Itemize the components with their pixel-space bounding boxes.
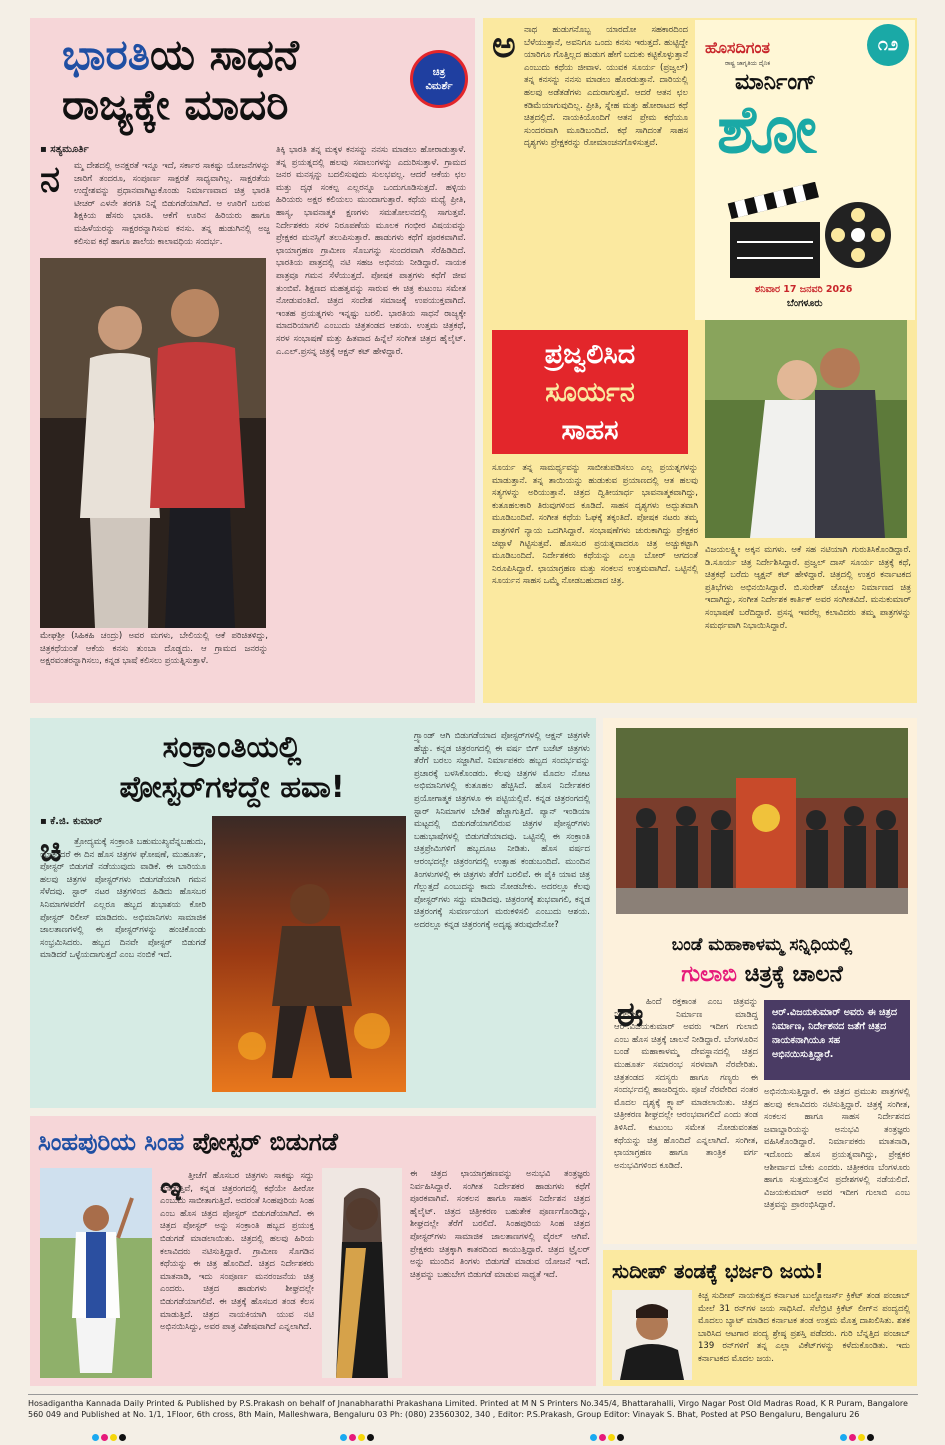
supplement-subtitle: ಮಾರ್ನಿಂಗ್ [735,70,817,95]
dropcap: ಇ [160,1169,183,1209]
article3-intro: ತ್ರೋದ್ಯಮಕ್ಕೆ ಸಂಕ್ರಾಂತಿ ಬಹುಮುಖ್ಯವೆನ್ನಬಹುದು, ಯಾಕೆಂದರೆ ಈ ದಿನ ಹೊಸ ಚಿತ್ರಗಳ ಘೋಷಣೆ, ಮುಹೂರ್ತ, ಪೋಸ್ಟರ್ ಬಿಡುಗಡೆ ನಡೆಯುವುದು ವಾಡಿಕೆ. ಈ ಬಾರಿಯೂ ಹಲವು ಚಿತ್ರಗಳ ಪೋಸ್ಟರ್‌ಗಳು ಬಿಡುಗಡೆಯಾಗಿ ಗಮನ ಸೆಳೆದವು. ಸ್ಟಾರ್ ನಟರ ಚಿತ್ರಗಳಿಂದ ಹಿಡಿದು ಹೊಸಬರ ಸಿನಿಮಾಗಳವರೆಗೆ ಎಲ್ಲರೂ ಹಬ್ಬದ ಶುಭಾಶಯ ಕೋರಿ ಪೋಸ್ಟರ್ ರಿಲೀಸ್ ಮಾಡಿದರು. ಅಭಿಮಾನಿಗಳು ಸಾಮಾಜಿಕ ಜಾಲತಾಣಗಳಲ್ಲಿ ಈ ಪೋಸ್ಟರ್‌ಗಳನ್ನು ಹಂಚಿಕೊಂಡು ಸಂಭ್ರಮಿಸಿದರು. ಹಬ್ಬದ ದಿನವೇ ಪೋಸ್ಟರ್ ಬಿಡುಗಡೆ ಮಾಡಿದರೆ ಒಳ್ಳೆಯದಾಗುತ್ತದೆ ಎಂಬ ನಂಬಿಕೆ ಇದೆ. [40,837,206,961]
dropcap: ನ [40,159,61,200]
dropcap: ಈ [614,995,644,1035]
page-number: ೧೨ [867,24,909,66]
article1-photo [40,258,266,628]
footer-divider [28,1394,918,1395]
registration-marks-left [92,1426,128,1445]
headline-highlight: ಭಾರತಿ [62,30,150,79]
article4-photo [616,728,908,914]
supplement-title: ಶೋ [717,91,817,168]
article4-body-continued: ಅಭಿನಯಿಸುತ್ತಿದ್ದಾರೆ. ಈ ಚಿತ್ರದ ಪ್ರಮುಖ ಪಾತ್ರಗಳಲ್ಲಿ ಹಲವು ಕಲಾವಿದರು ನಟಿಸುತ್ತಿದ್ದಾರೆ. ಚಿತ್ರಕ್ಕೆ ಸಂಗೀತ, ಸಂಕಲನ ಹಾಗೂ ಸಾಹಸ ನಿರ್ದೇಶನದ ಜವಾಬ್ದಾರಿಯನ್ನು ಅನುಭವಿ ತಂತ್ರಜ್ಞರು ವಹಿಸಿಕೊಂಡಿದ್ದಾರೆ. ನಿರ್ಮಾಪಕರು ಮಾತನಾಡಿ, ಇದೊಂದು ಹೊಸ ಪ್ರಯತ್ನವಾಗಿದ್ದು, ಪ್ರೇಕ್ಷಕರ ಆಶೀರ್ವಾದ ಬೇಕು ಎಂದರು. ಚಿತ್ರೀಕರಣ ಬೆಂಗಳೂರು ಹಾಗೂ ಸುತ್ತಮುತ್ತಲಿನ ಪ್ರದೇಶಗಳಲ್ಲಿ ನಡೆಯಲಿದೆ. ವಿಜಯಕುಮಾರ್ ಅವರ ಇದೀಗ ಗುಲಾಬಿ ಎಂಬ ಚಿತ್ರವನ್ನು ಪ್ರಾರಂಭಿಸಿದ್ದಾರೆ. [764,1087,910,1211]
article3-poster [212,816,406,1092]
article1-body: ತಿಕ್ಕಿ ಭಾರತಿ ತನ್ನ ಮಕ್ಕಳ ಕನಸನ್ನು ನನಸು ಮಾಡಲು ಹೋರಾಡುತ್ತಾಳೆ. ತನ್ನ ಪ್ರಯತ್ನದಲ್ಲಿ ಹಲವು ಸವಾಲುಗಳನ್ನು ಎದುರಿಸುತ್ತಾಳೆ. ಗ್ರಾಮದ ಜನರ ಮನಸ್ಸನ್ನು ಬದಲಿಸುವುದು ಸುಲಭವಲ್ಲ. ಆದರೆ ಆಕೆಯ ಛಲ ಮತ್ತು ದೃಢ ಸಂಕಲ್ಪ ಎಲ್ಲರನ್ನೂ ಒಂದುಗೂಡಿಸುತ್ತದೆ. ಹಳ್ಳಿಯ ಹಿರಿಯರು ಅಕ್ಷರ ಕಲಿಯಲು ಮುಂದಾಗುತ್ತಾರೆ. ಕಥೆಯ ಮಧ್ಯೆ ಪ್ರೀತಿ, ಹಾಸ್ಯ, ಭಾವನಾತ್ಮಕ ಕ್ಷಣಗಳು ಸಮತೋಲನದಲ್ಲಿ ಸಾಗುತ್ತವೆ. ನಿರ್ದೇಶಕರು ಸರಳ ನಿರೂಪಣೆಯ ಮೂಲಕ ಗಂಭೀರ ವಿಷಯವನ್ನು ಪ್ರೇಕ್ಷಕರ ಮನಸ್ಸಿಗೆ ತಲುಪಿಸುತ್ತಾರೆ. ಹಾಡುಗಳು ಕಥೆಗೆ ಪೂರಕವಾಗಿವೆ. ಛಾಯಾಗ್ರಹಣ ಗ್ರಾಮೀಣ ಸೊಬಗನ್ನು ಸುಂದರವಾಗಿ ಸೆರೆಹಿಡಿದಿದೆ. ಭಾರತಿಯ ಪಾತ್ರದಲ್ಲಿ ನಟಿ ಸಹಜ ಅಭಿನಯ ನೀಡಿದ್ದಾರೆ. ನಾಯಕ ಪಾತ್ರವೂ ಗಮನ ಸೆಳೆಯುತ್ತದೆ. ಪೋಷಕ ಪಾತ್ರಗಳು ಕಥೆಗೆ ಜೀವ ತುಂಬಿವೆ. ಶಿಕ್ಷಣದ ಮಹತ್ವವನ್ನು ಸಾರುವ ಈ ಚಿತ್ರ ಕುಟುಂಬ ಸಮೇತ ನೋಡುವಂತಿದೆ. ಚಿತ್ರದ ಸಂದೇಶ ಸಮಾಜಕ್ಕೆ ಉಪಯುಕ್ತವಾಗಿದೆ. ಇಂತಹ ಪ್ರಯತ್ನಗಳು ಇನ್ನಷ್ಟು ಬರಲಿ. ಭಾರತಿಯ ಸಾಧನೆ ರಾಜ್ಯಕ್ಕೇ ಮಾದರಿಯಾಗಲಿ ಎಂಬುದು ಚಿತ್ರತಂಡದ ಆಶಯ. ಉತ್ತಮ ಚಿತ್ರಕಥೆ, ಸರಳ ಸಂಭಾಷಣೆ ಮತ್ತು ಹಿತವಾದ ಹಿನ್ನೆಲೆ ಸಂಗೀತ ಚಿತ್ರದ ಹೈಲೈಟ್. ಎ.ಎಲ್.ಪ್ರಸನ್ನ ಚಿತ್ರಕ್ಕೆ ಆಕ್ಷನ್ ಕಟ್ ಹೇಳಿದ್ದಾರೆ. [276,145,466,357]
issue-city: ಬೆಂಗಳೂರು [787,298,823,309]
review-badge: ಚಿತ್ರ ವಿಮರ್ಶೆ [410,50,468,108]
registration-marks-center-right [590,1426,626,1445]
article1-byline: ▪ ಸತ್ಯಮೂರ್ತಿ [40,144,89,155]
photo-caption: ಮೇಘಶ್ರೀ (ಸಿಹಿಕಹಿ ಚಂದ್ರು) ಅವರ ಮಗಳು, ಬೇಲಿಯಲ್ಲಿ ಆಕೆ ಪರಿಚಿತಳಿದ್ದು, ಚಿತ್ರಕಥೆಯಂತೆ ಆಕೆಯ ಕನಸು ತುಂಬಾ ದೊಡ್ಡದು. ಆ ಗ್ರಾಮದ ಜನರನ್ನು ಅಕ್ಷರವಂತರನ್ನಾಗಿಸಲು, ಕನ್ನಡ ಭಾಷೆ ಕಲಿಸಲು ಪ್ರಯತ್ನಿಸುತ್ತಾಳೆ. [40,631,268,667]
article3-headline: ಸಂಕ್ರಾಂತಿಯಲ್ಲಿ ಪೋಸ್ಟರ್‌ಗಳದ್ದೇ ಹವಾ! [119,730,345,805]
article4-headline: ಬಂಡೆ ಮಹಾಕಾಳಮ್ಮ ಸನ್ನಿಧಿಯಲ್ಲಿ ಗುಲಾಬಿ ಚಿತ್ರಕ್ಕೆ ಚಾಲನೆ [671,935,853,987]
registration-marks-center [340,1426,376,1445]
article5-body-continued: ಈ ಚಿತ್ರದ ಛಾಯಾಗ್ರಹಣವನ್ನು ಅನುಭವಿ ತಂತ್ರಜ್ಞರು ನಿರ್ವಹಿಸಿದ್ದಾರೆ. ಸಂಗೀತ ನಿರ್ದೇಶಕರ ಹಾಡುಗಳು ಕಥೆಗೆ ಪೂರಕವಾಗಿವೆ. ಸಂಕಲನ ಹಾಗೂ ಸಾಹಸ ನಿರ್ದೇಶನ ಚಿತ್ರದ ಹೈಲೈಟ್. ಚಿತ್ರದ ಚಿತ್ರೀಕರಣ ಬಹುತೇಕ ಪೂರ್ಣಗೊಂಡಿದ್ದು, ಶೀಘ್ರದಲ್ಲೇ ತೆರೆಗೆ ಬರಲಿದೆ. ಸಿಂಹಪುರಿಯ ಸಿಂಹ ಚಿತ್ರದ ಪೋಸ್ಟರ್‌ಗಳು ಸಾಮಾಜಿಕ ಜಾಲತಾಣಗಳಲ್ಲಿ ವೈರಲ್ ಆಗಿವೆ. ಪ್ರೇಕ್ಷಕರು ಚಿತ್ರಕ್ಕಾಗಿ ಕಾತರದಿಂದ ಕಾಯುತ್ತಿದ್ದಾರೆ. ಚಿತ್ರದ ಟ್ರೈಲರ್ ಅನ್ನು ಮುಂದಿನ ತಿಂಗಳು ಬಿಡುಗಡೆ ಮಾಡುವ ಯೋಜನೆ ಇದೆ. ಚಿತ್ರವನ್ನು ಬಹುಬೇಗ ಬಿಡುಗಡೆ ಮಾಡುವ ಸಾಧ್ಯತೆ ಇದೆ. [410,1169,590,1280]
article5-photo-actress [322,1168,402,1378]
article1-headline: ಭಾರತಿಯ ಸಾಧನೆ ರಾಜ್ಯಕ್ಕೇ ಮಾದರಿ [62,30,299,129]
article3-body: ಗ್ರ್ಯಾಂಡ್ ಆಗಿ ಬಿಡುಗಡೆಯಾದ ಪೋಸ್ಟರ್‌ಗಳಲ್ಲಿ ಆಕ್ಷನ್ ಚಿತ್ರಗಳೇ ಹೆಚ್ಚು. ಕನ್ನಡ ಚಿತ್ರರಂಗದಲ್ಲಿ ಈ ವರ್ಷ ಬಿಗ್ ಬಜೆಟ್ ಚಿತ್ರಗಳು ತೆರೆಗೆ ಬರಲು ಸಜ್ಜಾಗಿವೆ. ನಿರ್ಮಾಪಕರು ಹಬ್ಬದ ಸಂದರ್ಭವನ್ನು ಪ್ರಚಾರಕ್ಕೆ ಬಳಸಿಕೊಂಡರು. ಕೆಲವು ಚಿತ್ರಗಳ ಮೊದಲ ನೋಟ ಅಭಿಮಾನಿಗಳಲ್ಲಿ ಕುತೂಹಲ ಹೆಚ್ಚಿಸಿದೆ. ಹೊಸ ನಿರ್ದೇಶಕರ ಪ್ರಯೋಗಾತ್ಮಕ ಚಿತ್ರಗಳೂ ಈ ಪಟ್ಟಿಯಲ್ಲಿವೆ. ಕನ್ನಡ ಚಿತ್ರರಂಗದಲ್ಲಿ ಸ್ಟಾರ್ ಸಿನಿಮಾಗಳ ಬೇಡಿಕೆ ಹೆಚ್ಚಾಗುತ್ತಿದೆ. ಪ್ಯಾನ್ ಇಂಡಿಯಾ ಮಟ್ಟದಲ್ಲಿ ಬಿಡುಗಡೆಯಾಗಲಿರುವ ಚಿತ್ರಗಳ ಪೋಸ್ಟರ್‌ಗಳು ಬಹುಭಾಷೆಗಳಲ್ಲಿ ಬಿಡುಗಡೆಯಾದವು. ಒಟ್ಟಿನಲ್ಲಿ ಈ ಸಂಕ್ರಾಂತಿ ಚಿತ್ರಪ್ರೇಮಿಗಳಿಗೆ ಹಬ್ಬದೂಟ ನೀಡಿತು. ಹೊಸ ವರ್ಷದ ಆರಂಭದಲ್ಲೇ ಚಿತ್ರರಂಗದಲ್ಲಿ ಉತ್ಸಾಹ ಕಂಡುಬಂದಿದೆ. ಮುಂದಿನ ತಿಂಗಳುಗಳಲ್ಲಿ ಈ ಚಿತ್ರಗಳು ತೆರೆಗೆ ಬರಲಿವೆ. ಈ ಪೈಕಿ ಯಾವ ಚಿತ್ರ ಗೆಲ್ಲುತ್ತದೆ ಎಂಬುದನ್ನು ಕಾದು ನೋಡಬೇಕು. ಅದರಲ್ಲೂ ಕೆಲವು ಪೋಸ್ಟರ್‌ಗಳು ಸದ್ದು ಮಾಡಿದವು. ಚಿತ್ರರಂಗಕ್ಕೆ ಶುಭವಾಗಲಿ, ಕನ್ನಡ ಚಿತ್ರರಂಗಕ್ಕೆ ಸುವರ್ಣಯುಗ ಮರುಕಳಿಸಲಿ ಎಂಬುದು ಆಶಯ. ಅದರಲ್ಲೂ ಕನ್ನಡ ಚಿತ್ರರಂಗಕ್ಕೆ ಅದೃಷ್ಟ ತರುವುದೇನೋ? [414,731,590,930]
article5-body: ತ್ತೀಚೆಗೆ ಹೊಸಬರ ಚಿತ್ರಗಳು ಸಾಕಷ್ಟು ಸದ್ದು ಮಾಡುತ್ತಿವೆ, ಕನ್ನಡ ಚಿತ್ರರಂಗದಲ್ಲಿ ಕಥೆಯೇ ಹೀರೋ ಎಂಬುದು ಸಾಬೀತಾಗುತ್ತಿದೆ. ಅದರಂತೆ ಸಿಂಹಪುರಿಯ ಸಿಂಹ ಎಂಬ ಹೊಸ ಚಿತ್ರದ ಪೋಸ್ಟರ್ ಬಿಡುಗಡೆಯಾಗಿದೆ. ಈ ಚಿತ್ರದ ಪೋಸ್ಟರ್ ಅನ್ನು ಸಂಕ್ರಾಂತಿ ಹಬ್ಬದ ಪ್ರಯುಕ್ತ ಬಿಡುಗಡೆ ಮಾಡಲಾಯಿತು. ಚಿತ್ರದಲ್ಲಿ ಹಲವು ಹಿರಿಯ ಕಲಾವಿದರು ನಟಿಸುತ್ತಿದ್ದಾರೆ. ಗ್ರಾಮೀಣ ಸೊಗಡಿನ ಕಥೆಯನ್ನು ಈ ಚಿತ್ರ ಹೊಂದಿದೆ. ಚಿತ್ರದ ನಿರ್ದೇಶಕರು ಮಾತನಾಡಿ, ಇದು ಸಂಪೂರ್ಣ ಮನರಂಜನೆಯ ಚಿತ್ರ ಎಂದರು. ಚಿತ್ರದ ಹಾಡುಗಳು ಶೀಘ್ರದಲ್ಲೇ ಬಿಡುಗಡೆಯಾಗಲಿವೆ. ಈ ಚಿತ್ರಕ್ಕೆ ಹೊಸಬರ ತಂಡ ಕೆಲಸ ಮಾಡುತ್ತಿದೆ. ಚಿತ್ರದ ನಾಯಕಿಯಾಗಿ ಯುವ ನಟಿ ಅಭಿನಯಿಸಿದ್ದು, ಅವರ ಪಾತ್ರ ವಿಶೇಷವಾಗಿದೆ ಎನ್ನಲಾಗಿದೆ. [160,1171,314,1333]
clapperboard-icon [725,182,825,286]
article6-body: ಕಿಚ್ಚ ಸುದೀಪ್ ನಾಯಕತ್ವದ ಕರ್ನಾಟಕ ಬುಲ್ಡೋಜರ್ಸ್ ಕ್ರಿಕೆಟ್ ತಂಡ ಪಂಜಾಬ್ ಮೇಲೆ 31 ರನ್‌ಗಳ ಜಯ ಸಾಧಿಸಿದೆ. ಸೆಲೆಬ್ರಿಟಿ ಕ್ರಿಕೆಟ್ ಲೀಗ್‌ನ ಪಂದ್ಯದಲ್ಲಿ ಮೊದಲು ಬ್ಯಾಟ್ ಮಾಡಿದ ಕರ್ನಾಟಕ ತಂಡ ಉತ್ತಮ ಮೊತ್ತ ದಾಖಲಿಸಿತು. ಶತಕ ಬಾರಿಸಿದ ಆಟಗಾರ ಪಂದ್ಯ ಶ್ರೇಷ್ಠ ಪ್ರಶಸ್ತಿ ಪಡೆದರು. ಗುರಿ ಬೆನ್ನತ್ತಿದ ಪಂಜಾಬ್ 139 ರನ್‌ಗಳಿಗೆ ತನ್ನ ಎಲ್ಲಾ ವಿಕೆಟ್‌ಗಳನ್ನು ಕಳೆದುಕೊಂಡಿತು. ಇದು ಕರ್ನಾಟಕದ ಮೊದಲ ಜಯ. [698,1291,910,1364]
dropcap: ಚಿ [40,831,62,869]
article4-pullquote: ಆರ್.ವಿಜಯಕುಮಾರ್ ಅವರು ಈ ಚಿತ್ರದ ನಿರ್ಮಾಣ, ನಿರ್ದೇಶನದ ಜತೆಗೆ ಚಿತ್ರದ ನಾಯಕನಾಗಿಯೂ ಸಹ ಅಭಿನಯಿಸುತ್ತಿದ್ದಾರೆ. [764,1000,910,1080]
article6-headline: ಸುದೀಪ್ ತಂಡಕ್ಕೆ ಭರ್ಜರಿ ಜಯ! [612,1259,824,1283]
article5-photo-actor [40,1168,152,1378]
article1-intro: ಮ್ಮ ದೇಶದಲ್ಲಿ ಅನಕ್ಷರತೆ ಇನ್ನೂ ಇದೆ, ಸರ್ಕಾರ ಸಾಕಷ್ಟು ಯೋಜನೆಗಳನ್ನು ಜಾರಿಗೆ ತಂದರೂ, ಸಂಪೂರ್ಣ ಸಾಕ್ಷರತೆ ಸಾಧ್ಯವಾಗಿಲ್ಲ. ಸಾಕ್ಷರತೆಯ ಉದ್ದೇಶವನ್ನು ಪ್ರಧಾನವಾಗಿಟ್ಟುಕೊಂಡು ನಿರ್ಮಾಣವಾದ ಚಿತ್ರ ಭಾರತಿ ಟೀಚರ್ ಎಳನೇ ತರಗತಿ ನಿನ್ನೆ ಬಿಡುಗಡೆಯಾಗಿದೆ. ಆ ಊರಿಗೆ ಬರುವ ಶಿಕ್ಷಕಿಯ ಹೆಸರು ಭಾರತಿ. ಆಕೆಗೆ ಊರಿನ ಹಿರಿಯರು ಹಾಗೂ ಮಹಿಳೆಯರನ್ನು ಸಾಕ್ಷರರನ್ನಾಗಿಸುವ ಕನಸು. ತನ್ನ ಹುಡುಗಿನಲ್ಲಿ ಅಜ್ಜ ಕಲಿಸುವ ಕಥೆ ಹಾಗೂ ಶಾಲೆಯ ಕಾಲಾವಧಿಯ ಸಂದರ್ಭ. [74,161,270,247]
dropcap: ಅ [492,25,516,66]
article4-body: ಹಿಂದೆ ರಕ್ತಕಾಂತ ಎಂಬ ಚಿತ್ರವನ್ನು ನಿರ್ದೇಶಿಸಿ, ನಿರ್ಮಾಣ ಮಾಡಿದ್ದ ಆರ್.ವಿಜಯಕುಮಾರ್ ಅವರು ಇದೀಗ ಗುಲಾಬಿ ಎಂಬ ಹೊಸ ಚಿತ್ರಕ್ಕೆ ಚಾಲನೆ ನೀಡಿದ್ದಾರೆ. ಬೆಂಗಳೂರಿನ ಬಂಡೆ ಮಹಾಕಾಳಮ್ಮ ದೇವಸ್ಥಾನದಲ್ಲಿ ಚಿತ್ರದ ಮುಹೂರ್ತ ಸಮಾರಂಭ ಸರಳವಾಗಿ ನೆರವೇರಿತು. ಚಿತ್ರತಂಡದ ಸದಸ್ಯರು ಹಾಗೂ ಗಣ್ಯರು ಈ ಸಂದರ್ಭದಲ್ಲಿ ಹಾಜರಿದ್ದರು. ಪೂಜೆ ನೆರವೇರಿದ ನಂತರ ಮೊದಲ ದೃಶ್ಯಕ್ಕೆ ಕ್ಲ್ಯಾಪ್ ಮಾಡಲಾಯಿತು. ಚಿತ್ರದ ಚಿತ್ರೀಕರಣ ಶೀಘ್ರದಲ್ಲೇ ಆರಂಭವಾಗಲಿದೆ ಎಂದು ತಂಡ ತಿಳಿಸಿದೆ. ಕುಟುಂಬ ಸಮೇತ ನೋಡುವಂತಹ ಕಥೆಯನ್ನು ಚಿತ್ರ ಹೊಂದಿದೆ ಎನ್ನಲಾಗಿದೆ. ಸಂಗೀತ, ಛಾಯಾಗ್ರಹಣ ಹಾಗೂ ತಾಂತ್ರಿಕ ವರ್ಗ ಅನುಭವಿಗಳಿಂದ ಕೂಡಿದೆ. [614,997,758,1171]
article3-byline: ▪ ಕೆ.ಜಿ. ಕುಮಾರ್ [40,816,103,827]
article5-headline: ಸಿಂಹಪುರಿಯ ಸಿಂಹ ಪೋಸ್ಟರ್ ಬಿಡುಗಡೆ [38,1128,338,1156]
article2-photo [705,320,907,538]
issue-date: ಶನಿವಾರ 17 ಜನವರಿ 2026 [755,284,853,295]
article2-body-continued: ವಿಜಯಲಕ್ಷ್ಮೀ ಅಕ್ಕನ ಮಗಳು. ಆಕೆ ಸಹ ನಟಿಯಾಗಿ ಗುರುತಿಸಿಕೊಂಡಿದ್ದಾರೆ. ಡಿ.ಸೂರ್ಯ ಚಿತ್ರ ನಿರ್ದೇಶಿಸಿದ್ದಾರೆ. ಪ್ರಜ್ವಲ್ ದಾಸ್ ಸೂರ್ಯ ಚಿತ್ರಕ್ಕೆ ಕಥೆ, ಚಿತ್ರಕಥೆ ಬರೆದು ಆ್ಯಕ್ಷನ್ ಕಟ್ ಹೇಳಿದ್ದಾರೆ. ಚಿತ್ರದಲ್ಲಿ ಉತ್ತರ ಕರ್ನಾಟಕದ ಪ್ರತಿಭೆಗಳು ಅಭಿನಯಿಸಿದ್ದಾರೆ. ಬಿ.ಸುರೇಶ್ ಚೊಚ್ಚಲ ನಿರ್ಮಾಣದ ಚಿತ್ರ ಇದಾಗಿದ್ದು, ಸಂಗೀತ ನಿರ್ದೇಶಕ ಕಾರ್ತಿಕ್ ಅವರ ಸಂಗೀತವಿದೆ. ಮನುಕುಮಾರ್ ಸಂಭಾಷಣೆ ಬರೆದಿದ್ದಾರೆ. ಪ್ರಸನ್ನ ಇವರೆಲ್ಲ ಕಲಾವಿದರು ತಮ್ಮ ಪಾತ್ರಗಳನ್ನು ಸಮರ್ಥವಾಗಿ ನಿಭಾಯಿಸಿದ್ದಾರೆ. [705,545,911,631]
footer-imprint: Hosadigantha Kannada Daily Printed & Published by P.S.Prakash on behalf of Jnanabharathi Prakashana Limited. Printed at M N S Printers No.345/4, Bhattarahalli, Virgo Nagar Post Old Madras Road, K R Puram, Bangalore 560 049 and Published at No. 1/1, 1Floor, 6th cross, 8th Main, Malleshwara, Bengaluru 03 Ph: (080) 23560302, 340 , Editor: P.S.Prakash, Group Editor: Vinayak S. Bhat, Posted at PSO Bengaluru, Bengaluru 26 [28,1399,908,1419]
article6-photo [612,1290,692,1380]
article2-intro: ನಾಥ ಹುಡುಗನೊಬ್ಬ ಯಾರದೋ ಸಹಕಾರದಿಂದ ಬೆಳೆಯುತ್ತಾನೆ, ಅವನಿಗೂ ಒಂದು ಕನಸು ಇರುತ್ತದೆ. ಹುಟ್ಟಿದ್ದೇ ಯಾರಿಗೂ ಗೊತ್ತಿಲ್ಲದ ಹುಡುಗ ಹೇಗೆ ಬದುಕು ಕಟ್ಟಿಕೊಳ್ಳುತ್ತಾನೆ ಎಂಬುದು ಕಥೆಯ ಜೀವಾಳ. ಯುವಕ ಸೂರ್ಯ (ಪ್ರಜ್ವಲ್) ತನ್ನ ಕನಸನ್ನು ನನಸು ಮಾಡಲು ಹೊರಡುತ್ತಾನೆ. ದಾರಿಯಲ್ಲಿ ಹಲವು ಅಡೆತಡೆಗಳು ಎದುರಾಗುತ್ತವೆ. ಆದರೆ ಆತನ ಛಲ ಕಡಿಮೆಯಾಗುವುದಿಲ್ಲ. ಪ್ರೀತಿ, ಸ್ನೇಹ ಮತ್ತು ಹೋರಾಟದ ಕಥೆ ಚಿತ್ರದಲ್ಲಿದೆ. ನಾಯಕಿಯೊಂದಿಗೆ ಆತನ ಪ್ರೇಮ ಕಥೆಯೂ ಸುಂದರವಾಗಿ ಮೂಡಿಬಂದಿದೆ. ಕಥೆ ಸಾಗಿದಂತೆ ಸಾಹಸ ದೃಶ್ಯಗಳು ಪ್ರೇಕ್ಷಕರನ್ನು ರೋಮಾಂಚನಗೊಳಿಸುತ್ತವೆ. [524,25,688,149]
masthead-logo: ಹೊಸದಿಗಂತ [705,38,770,57]
film-reel-icon [823,200,893,274]
article2-body: ಸೂರ್ಯ ತನ್ನ ಸಾಮರ್ಥ್ಯವನ್ನು ಸಾಬೀತುಪಡಿಸಲು ಎಲ್ಲ ಪ್ರಯತ್ನಗಳನ್ನು ಮಾಡುತ್ತಾನೆ. ತನ್ನ ತಾಯಿಯನ್ನು ಹುಡುಕುವ ಪ್ರಯಾಣದಲ್ಲಿ ಆತ ಹಲವು ಸತ್ಯಗಳನ್ನು ಅರಿಯುತ್ತಾನೆ. ಚಿತ್ರದ ದ್ವಿತೀಯಾರ್ಧ ಭಾವನಾತ್ಮಕವಾಗಿದ್ದು, ಕುತೂಹಲಕಾರಿ ತಿರುವುಗಳಿಂದ ಕೂಡಿದೆ. ಸಾಹಸ ದೃಶ್ಯಗಳು ಅದ್ಭುತವಾಗಿ ಮೂಡಿಬಂದಿವೆ. ಸಂಗೀತ ಕಥೆಯ ಓಘಕ್ಕೆ ತಕ್ಕಂತಿದೆ. ಪೋಷಕ ನಟರು ತಮ್ಮ ಪಾತ್ರಗಳಿಗೆ ನ್ಯಾಯ ಒದಗಿಸಿದ್ದಾರೆ. ಸಂಭಾಷಣೆಗಳು ಚುರುಕಾಗಿದ್ದು ಪ್ರೇಕ್ಷಕರ ಚಪ್ಪಾಳೆ ಗಿಟ್ಟಿಸುತ್ತವೆ. ಹೊಸಬರ ಪ್ರಯತ್ನವಾದರೂ ಚಿತ್ರ ಅಚ್ಚುಕಟ್ಟಾಗಿ ಮೂಡಿಬಂದಿದೆ. ನಿರ್ದೇಶಕರು ಕಥೆಯನ್ನು ಎಲ್ಲೂ ಬೋರ್ ಆಗದಂತೆ ನಿರೂಪಿಸಿದ್ದಾರೆ. ಛಾಯಾಗ್ರಹಣ ಮತ್ತು ಸಂಕಲನ ಉತ್ತಮವಾಗಿದೆ. ಒಟ್ಟಿನಲ್ಲಿ ಸೂರ್ಯನ ಸಾಹಸ ಒಮ್ಮೆ ನೋಡಬಹುದಾದ ಚಿತ್ರ. [492,463,698,587]
registration-marks-right [840,1426,876,1445]
article2-headline: ಪ್ರಜ್ವಲಿಸಿದ ಸೂರ್ಯನ ಸಾಹಸ [492,330,688,454]
masthead [695,20,915,320]
masthead-tagline: ರಾಷ್ಟ್ರ ಜಾಗೃತಿಯ ದೈನಿಕ [725,60,771,67]
